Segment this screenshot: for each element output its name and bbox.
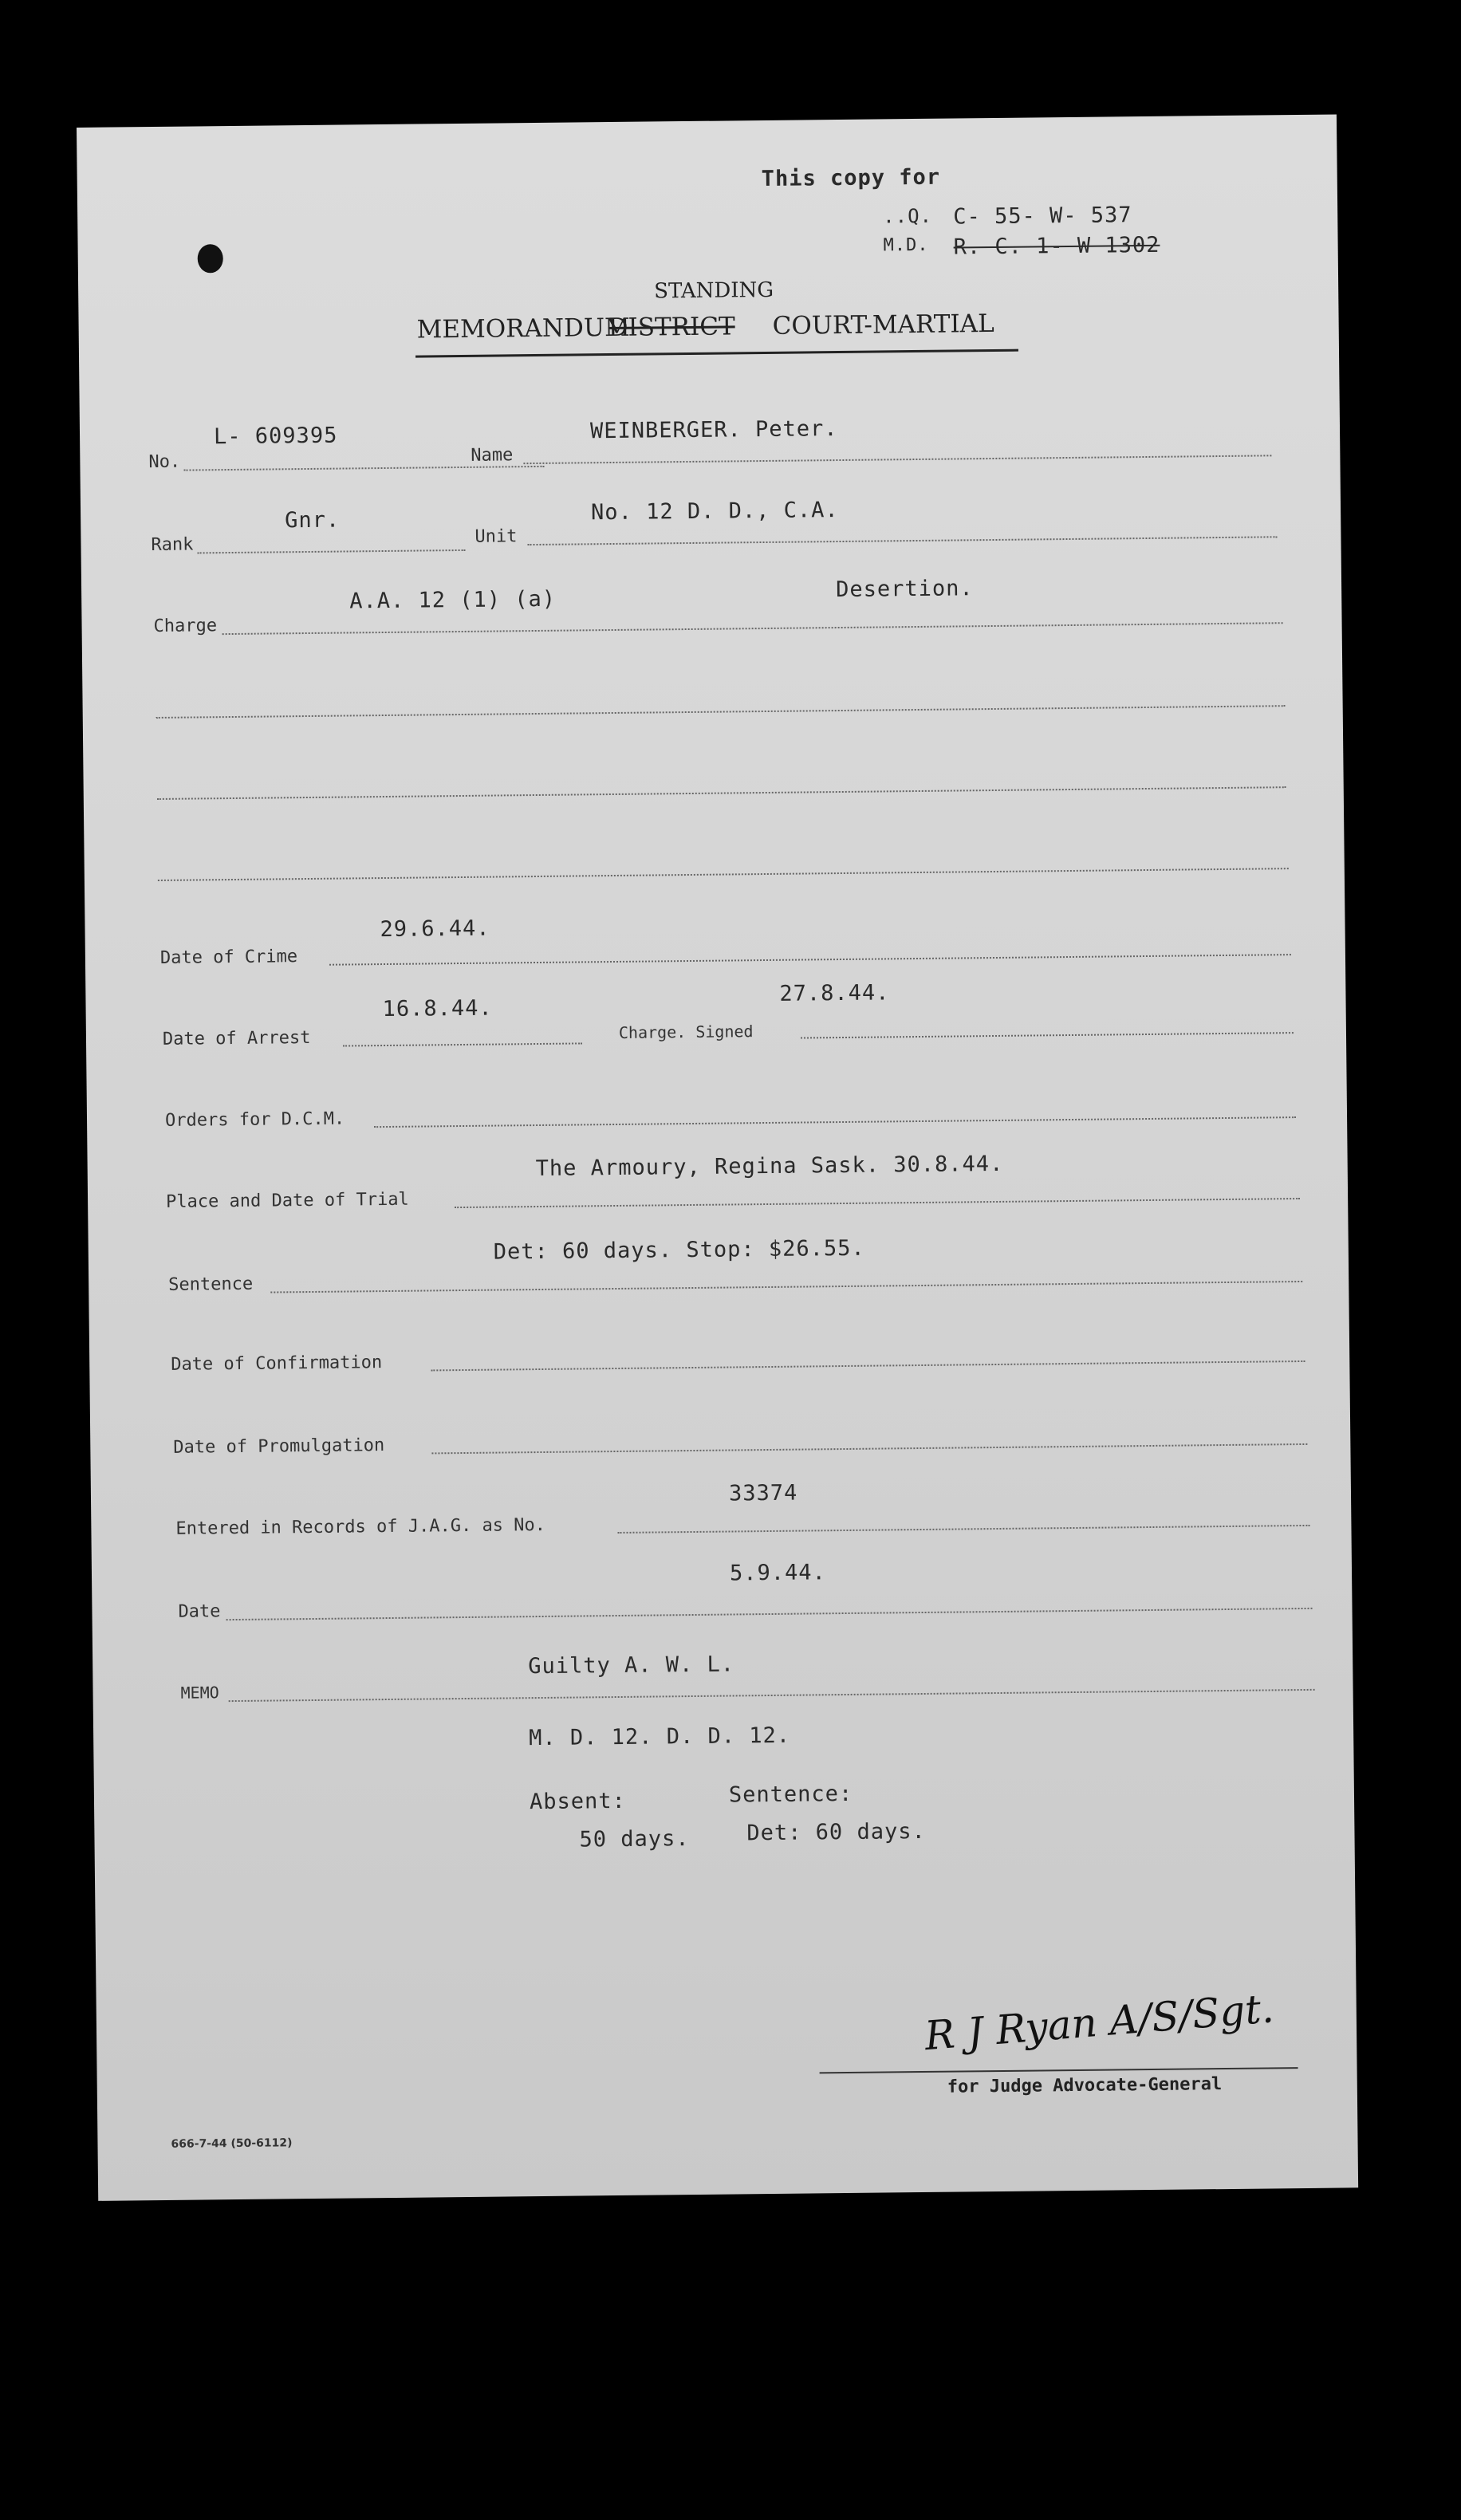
- hq-prefix: ..Q.: [883, 204, 933, 228]
- signature-line: [820, 2067, 1298, 2073]
- charge-extra-line-3: [158, 868, 1289, 881]
- charge-value: Desertion.: [835, 576, 974, 603]
- rank-label: Rank: [151, 534, 194, 556]
- punch-hole: [198, 244, 223, 273]
- charge-signed-label: Charge. Signed: [618, 1022, 754, 1042]
- name-label: Name: [471, 445, 514, 466]
- jag-record-line: [617, 1525, 1309, 1534]
- absent-label: Absent:: [529, 1788, 626, 1815]
- charge-section: A.A. 12 (1) (a): [349, 586, 557, 614]
- orders-line: [374, 1116, 1296, 1128]
- md-prefix: M.D.: [883, 234, 929, 256]
- sentence-summary-label: Sentence:: [728, 1781, 853, 1808]
- name-line: [523, 455, 1271, 464]
- charge-line: [222, 622, 1283, 635]
- date-of-crime-value: 29.6.44.: [380, 915, 490, 943]
- unit-label: Unit: [475, 526, 518, 547]
- memo-line: [229, 1689, 1315, 1702]
- charge-signed-value: 27.8.44.: [779, 980, 890, 1006]
- memo-label: MEMO: [180, 1683, 219, 1703]
- date-of-crime-line: [329, 954, 1291, 966]
- rank-line: [198, 549, 466, 554]
- heading-underline: [415, 349, 1018, 358]
- rank-value: Gnr.: [285, 507, 341, 534]
- signature: R J Ryan A/S/Sgt.: [923, 1985, 1276, 2060]
- sentence-value: Det: 60 days. Stop: $26.55.: [493, 1235, 865, 1265]
- soldier-name: WEINBERGER. Peter.: [589, 416, 838, 444]
- md-file-number: R. C. 1- W 1302: [953, 232, 1160, 260]
- jag-record-label: Entered in Records of J.A.G. as No.: [175, 1514, 546, 1539]
- unit-line: [527, 536, 1277, 545]
- unit-value: No. 12 D. D., C.A.: [590, 498, 839, 526]
- copy-title: This copy for: [761, 164, 941, 192]
- sentence-label: Sentence: [168, 1274, 254, 1295]
- no-label: No.: [148, 451, 181, 473]
- confirmation-label: Date of Confirmation: [171, 1353, 383, 1375]
- charge-signed-line: [801, 1032, 1294, 1038]
- form-code: 666-7-44 (50-6112): [171, 2136, 293, 2151]
- date-of-arrest-line: [343, 1042, 582, 1046]
- sentence-line: [270, 1281, 1302, 1293]
- orders-label: Orders for D.C.M.: [164, 1108, 345, 1131]
- memo-line-1: Guilty A. W. L.: [528, 1652, 735, 1679]
- confirmation-line: [431, 1360, 1305, 1371]
- promulgation-line: [431, 1443, 1307, 1454]
- hq-file-number: C- 55- W- 537: [953, 203, 1132, 230]
- heading-court-martial: COURT-MARTIAL: [772, 309, 994, 341]
- trial-line: [455, 1198, 1300, 1208]
- record-date-value: 5.9.44.: [729, 1560, 826, 1586]
- heading-district: DISTRICT: [608, 312, 735, 343]
- heading-standing: STANDING: [654, 278, 774, 304]
- for-jag-label: for Judge Advocate-General: [947, 2074, 1223, 2097]
- heading-memorandum: MEMORANDUM: [416, 313, 630, 345]
- record-date-line: [226, 1608, 1313, 1620]
- sentence-summary-value: Det: 60 days.: [746, 1818, 926, 1846]
- trial-label: Place and Date of Trial: [165, 1189, 409, 1212]
- date-of-arrest-value: 16.8.44.: [382, 995, 493, 1022]
- memo-line-2: M. D. 12. D. D. 12.: [529, 1723, 791, 1751]
- document-page: [77, 114, 1358, 2200]
- service-number: L- 609395: [213, 423, 338, 450]
- absent-value: 50 days.: [579, 1826, 690, 1853]
- no-line: [183, 466, 544, 471]
- trial-value: The Armoury, Regina Sask. 30.8.44.: [535, 1151, 1004, 1182]
- record-date-label: Date: [178, 1601, 221, 1622]
- charge-extra-line-1: [156, 705, 1286, 719]
- date-of-crime-label: Date of Crime: [159, 947, 298, 968]
- charge-label: Charge: [153, 616, 218, 637]
- date-of-arrest-label: Date of Arrest: [162, 1027, 311, 1049]
- charge-extra-line-2: [157, 786, 1286, 800]
- promulgation-label: Date of Promulgation: [173, 1435, 385, 1458]
- jag-record-number: 33374: [728, 1480, 798, 1506]
